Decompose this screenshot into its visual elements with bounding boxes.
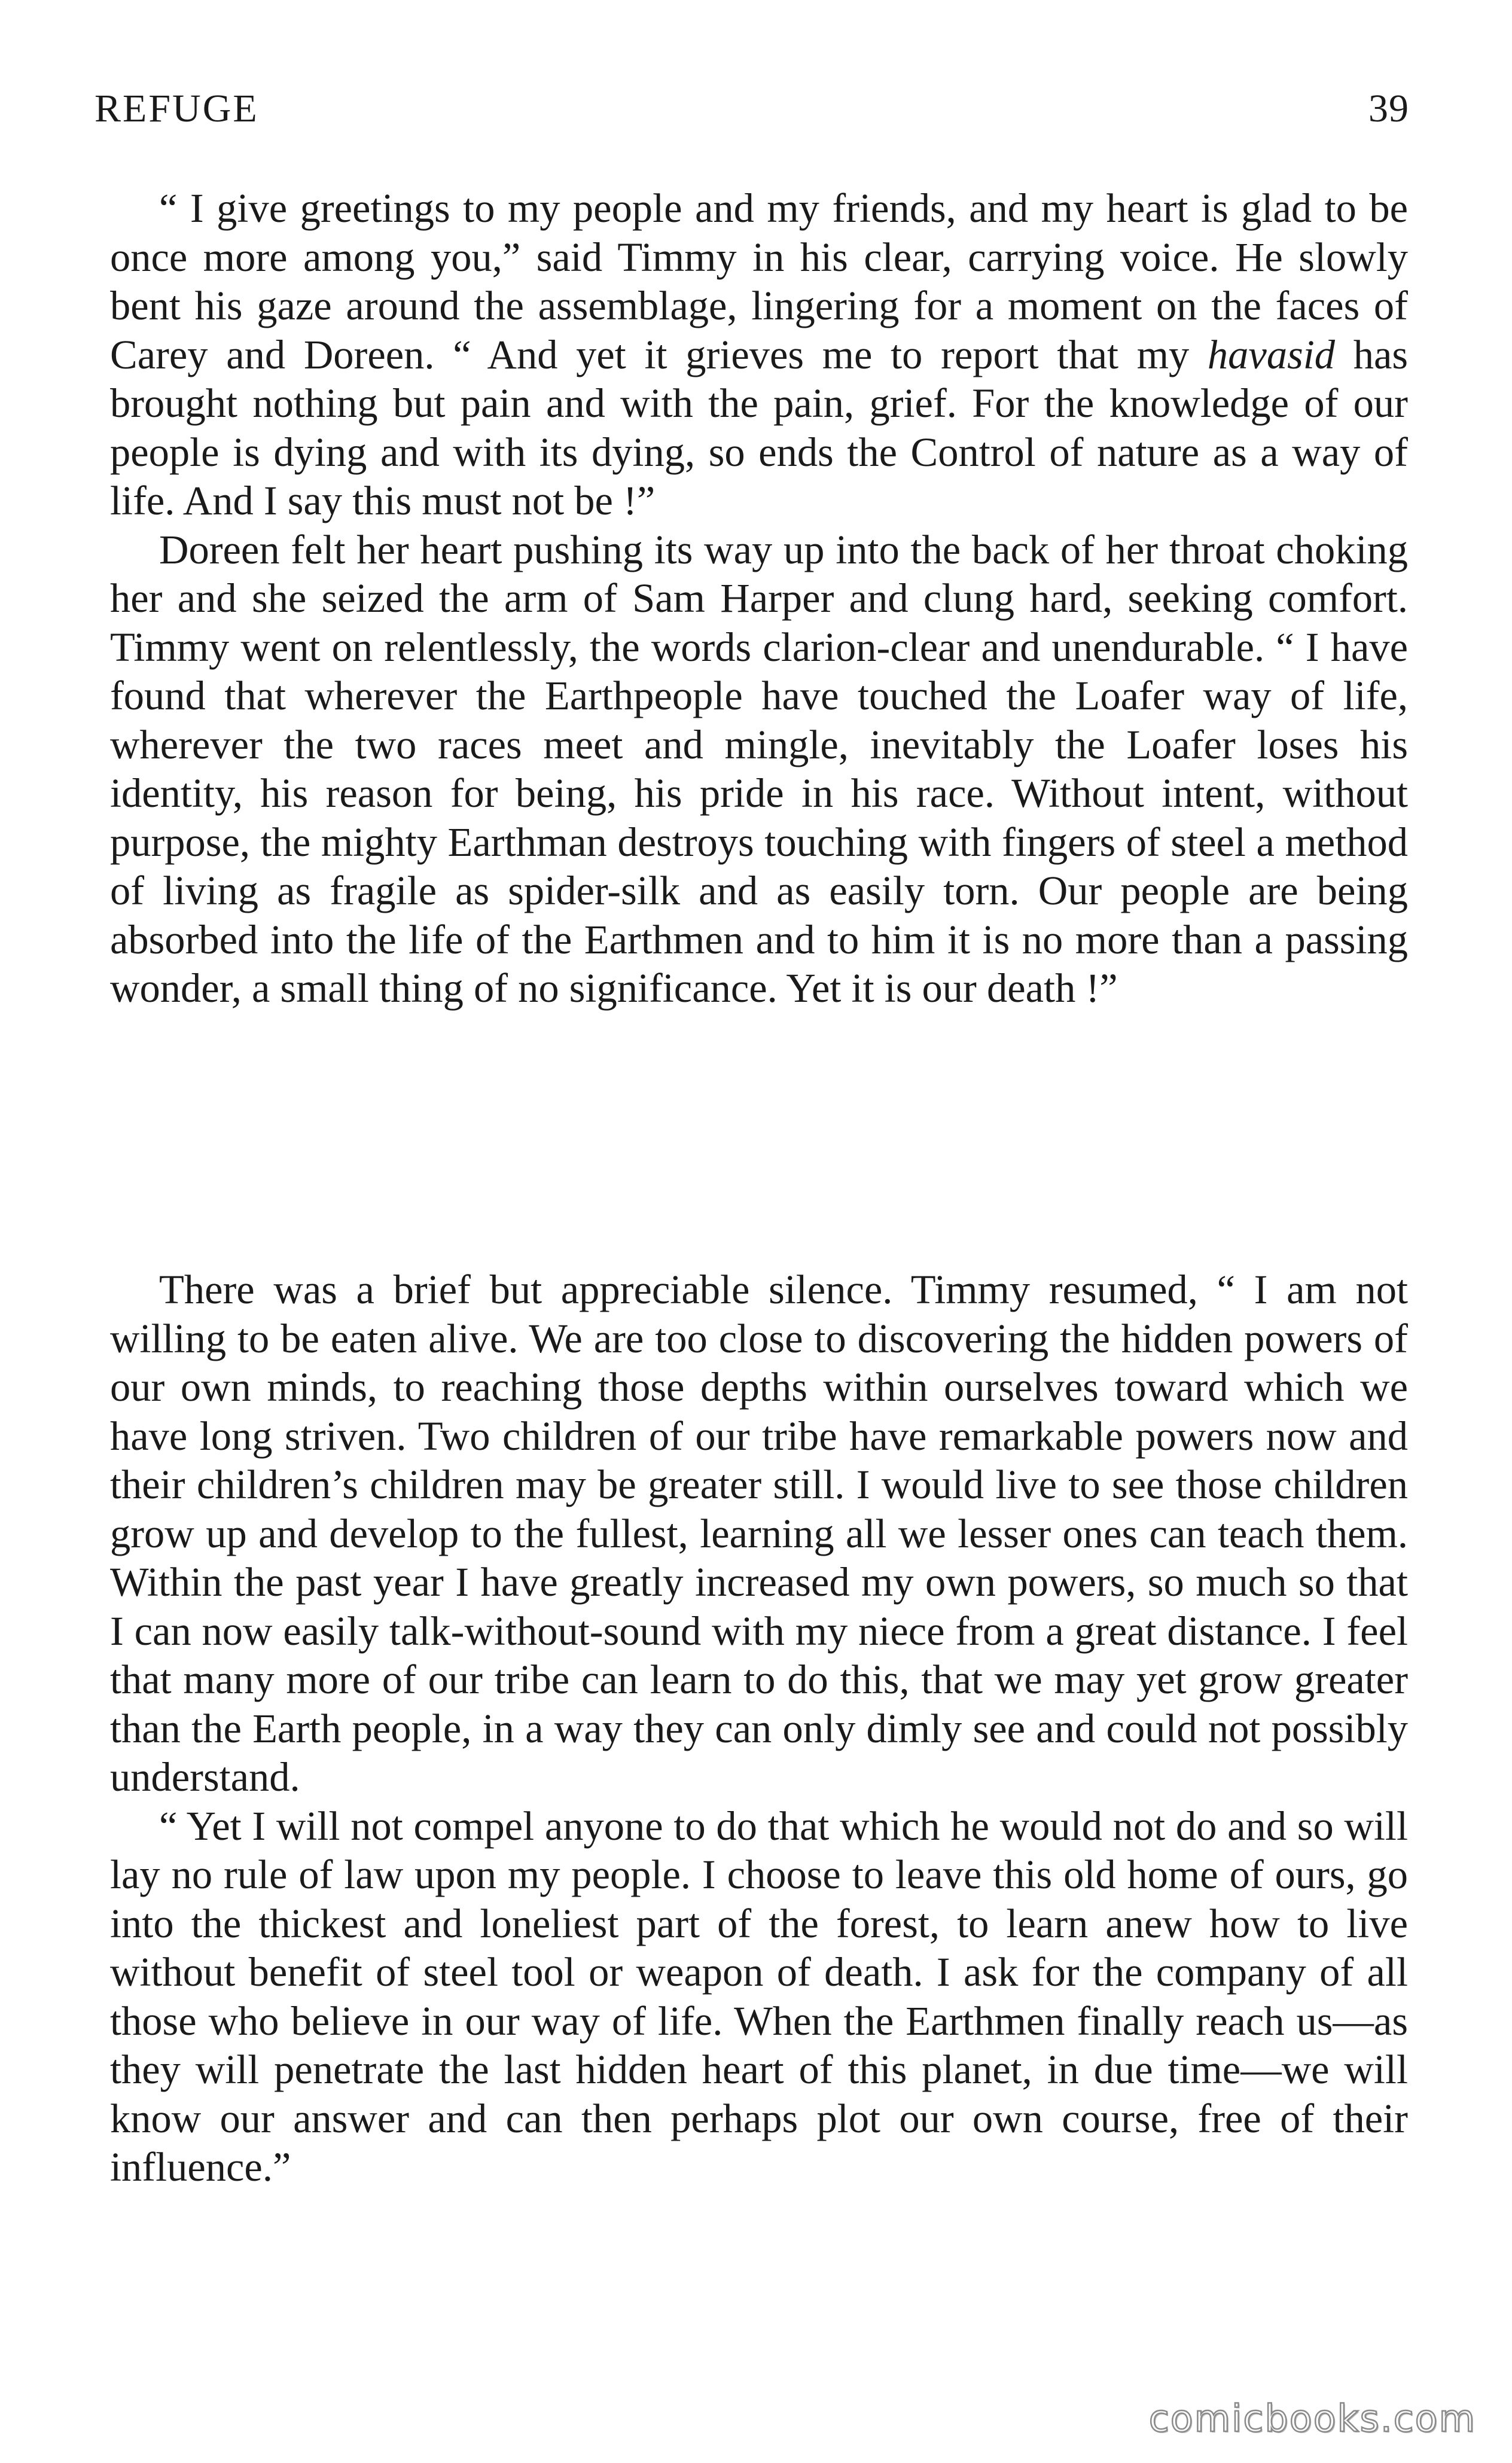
paragraph-doreen: Doreen felt her heart pushing its way up into the back of her throat choking her and she seized the arm of Sam Harper and clung hard, seeking comfort. Timmy went on relentlessly, the words clarion-clear and unendurable. “ I have found that wherever the Earthpeople have touched the Loafer way of life, wherever the two races meet and mingle, inevitably the Loafer loses his identity, his reason for being, his pride in his race. Without intent, without purpose, the mighty Earthman destroys touching with fingers of steel a method of living as fragile as spider-silk and as easily torn. Our people are being absorbed into the life of the Earthmen and to him it is no more than a passing wonder, a small thing of no significance. Yet it is our death !” (110, 526, 1408, 1011)
running-header (94, 84, 1409, 134)
text-block-before-break (110, 184, 1408, 1013)
paragraph-greetings: “ I give greetings to my people and my friends, and my heart is glad to be once more among you,” said Timmy in his clear, carrying voice. He slowly bent his gaze around the assemblage, lingering for a moment on the faces of Carey and Doreen. “ And yet it grieves me to report that my havasid has brought nothing but pain and with the pain, grief. For the knowledge of our people is dying and with its dying, so ends the Control of nature as a way of life. And I say this must not be !” (110, 185, 1409, 523)
watermark-logo: comicbooks.com (1148, 2397, 1476, 2440)
paragraph-refuge: “ Yet I will not compel anyone to do that which he would not do and so will lay no rule of law upon my people. I choose to leave this old home of ours, go into the thickest and loneliest part of the forest, to learn anew how to live without benefit of steel tool or weapon of death. I ask for the company of all those who believe in our way of life. When the Earthmen finally reach us—as they will penetrate the last hidden heart of this planet, in due time—we will know our answer and can then perhaps plot our own course, free of their influence.” (110, 1803, 1408, 2190)
page-number: 39 (1368, 87, 1409, 130)
paragraph-silence: There was a brief but appreciable silence. Timmy resumed, “ I am not willing to be eaten alive. We are too close to discovering the hidden powers of our own minds, to reaching those depths within ourselves toward which we have long striven. Two children of our tribe have remarkable powers now and their children’s children may be greater still. I would live to see those children grow up and develop to the fullest, learning all we lesser ones can teach them. Within the past year I have greatly increased my own powers, so much so that I can now easily talk-without-sound with my niece from a great distance. I feel that many more of our tribe can learn to do this, that we may yet grow greater than the Earth people, in a way they can only dimly see and could not possibly understand. (110, 1267, 1408, 1800)
text-block-after-break (110, 1266, 1408, 2192)
running-title: REFUGE (94, 87, 259, 130)
italic-term: havasid (1207, 331, 1336, 377)
